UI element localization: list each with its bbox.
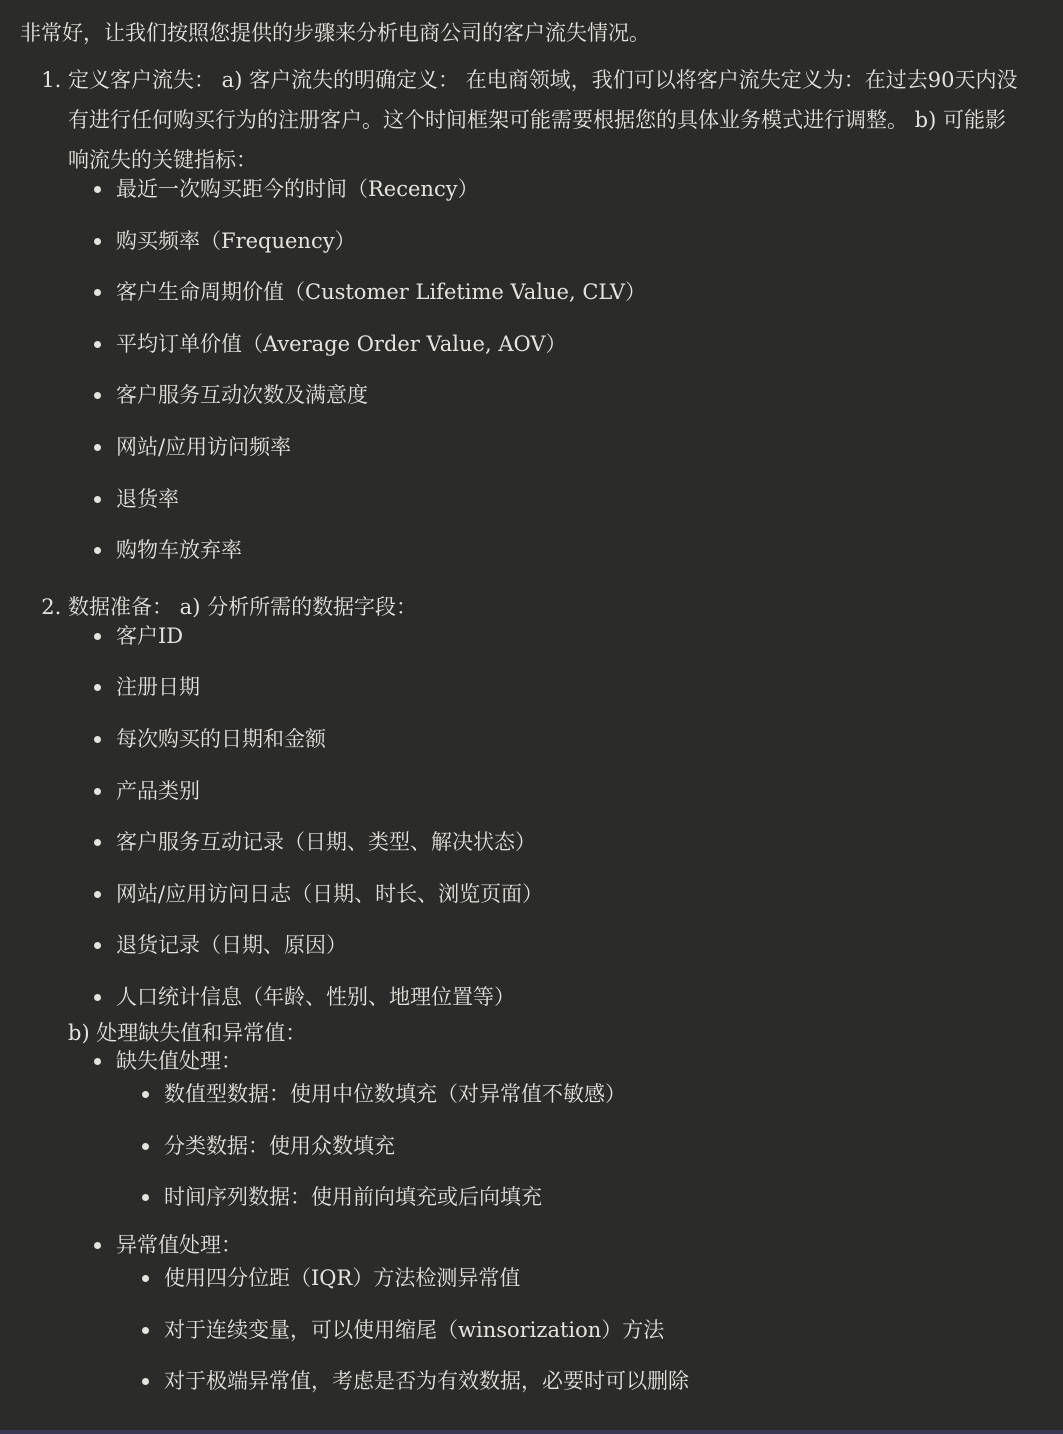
list-item: 使用四分位距（IQR）方法检测异常值 xyxy=(164,1263,1020,1293)
list-item: 购物车放弃率 xyxy=(116,535,1020,565)
list-item: 客户服务互动次数及满意度 xyxy=(116,380,1020,410)
step-2-fields-list xyxy=(68,621,1020,1012)
list-item: 注册日期 xyxy=(116,672,1020,702)
list-item: 时间序列数据：使用前向填充或后向填充 xyxy=(164,1182,1020,1212)
list-item-missing-values xyxy=(116,1046,1020,1212)
list-item: 数值型数据：使用中位数填充（对异常值不敏感） xyxy=(164,1079,1020,1109)
list-item: 客户服务互动记录（日期、类型、解决状态） xyxy=(116,827,1020,857)
step-1-text: 1. 定义客户流失： a) 客户流失的明确定义： 在电商领域，我们可以将客户流失定义为：在过去90天内没有进行任何购买行为的注册客户。这个时间框架可能需要根据您的具体业务模式进行调整。 b) 可能影响流失的关键指标： xyxy=(68,68,1018,172)
bottom-divider xyxy=(0,1430,1063,1434)
step-2-text: 2. 数据准备： a) 分析所需的数据字段： xyxy=(68,594,418,619)
list-item: 每次购买的日期和金额 xyxy=(116,724,1020,754)
step-2-handling-list xyxy=(68,1046,1020,1396)
list-item: 平均订单价值（Average Order Value, AOV） xyxy=(116,329,1020,359)
outliers-list xyxy=(116,1263,1020,1396)
chat-response xyxy=(20,18,1020,1396)
list-item: 分类数据：使用众数填充 xyxy=(164,1131,1020,1161)
list-item: 客户生命周期价值（Customer Lifetime Value, CLV） xyxy=(116,277,1020,307)
list-item: 最近一次购买距今的时间（Recency） xyxy=(116,174,1020,204)
steps-list xyxy=(20,60,1020,1396)
step-2-sub-heading: b) 处理缺失值和异常值： xyxy=(68,1020,307,1045)
outliers-title: 异常值处理： xyxy=(116,1233,242,1258)
step-item-1 xyxy=(68,60,1020,565)
list-item: 人口统计信息（年龄、性别、地理位置等） xyxy=(116,982,1020,1012)
list-item: 对于连续变量，可以使用缩尾（winsorization）方法 xyxy=(164,1315,1020,1345)
list-item: 网站/应用访问频率 xyxy=(116,432,1020,462)
list-item: 购买频率（Frequency） xyxy=(116,226,1020,256)
step-1-metrics-list xyxy=(68,174,1020,565)
intro-paragraph: 非常好，让我们按照您提供的步骤来分析电商公司的客户流失情况。 xyxy=(20,21,650,45)
list-item: 网站/应用访问日志（日期、时长、浏览页面） xyxy=(116,879,1020,909)
list-item: 退货率 xyxy=(116,484,1020,514)
list-item: 退货记录（日期、原因） xyxy=(116,930,1020,960)
list-item: 对于极端异常值，考虑是否为有效数据，必要时可以删除 xyxy=(164,1366,1020,1396)
list-item-outliers xyxy=(116,1230,1020,1396)
list-item: 客户ID xyxy=(116,621,1020,651)
missing-values-list xyxy=(116,1079,1020,1212)
step-item-2 xyxy=(68,587,1020,1397)
list-item: 产品类别 xyxy=(116,776,1020,806)
missing-values-title: 缺失值处理： xyxy=(116,1048,242,1073)
